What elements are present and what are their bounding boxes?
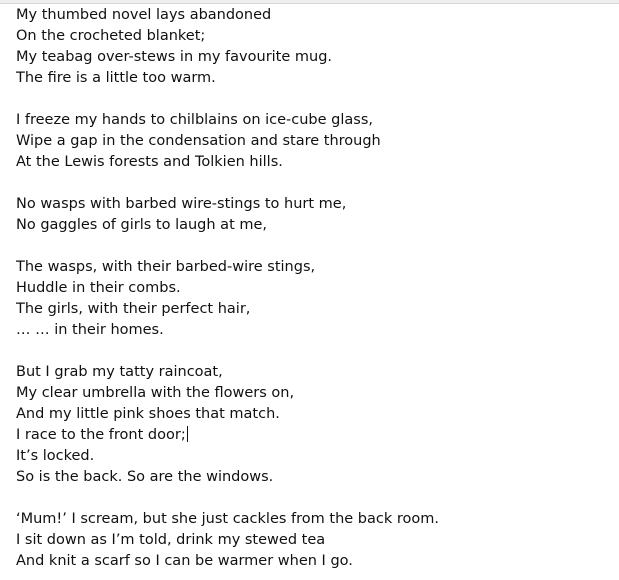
poem-line-text: I race to the front door;: [16, 427, 186, 443]
poem-line: The wasps, with their barbed-wire stings,: [16, 259, 316, 275]
poem-line: Huddle in their combs.: [16, 280, 181, 296]
poem-line: At the Lewis forests and Tolkien hills.: [16, 154, 283, 170]
poem-line: ‘Mum!’ I scream, but she just cackles from the back room.: [16, 511, 439, 527]
poem-line: The fire is a little too warm.: [16, 70, 216, 86]
poem-line: My clear umbrella with the flowers on,: [16, 385, 295, 401]
poem-line: So is the back. So are the windows.: [16, 469, 274, 485]
poem-line: No gaggles of girls to laugh at me,: [16, 217, 268, 233]
poem-line-with-cursor: [16, 425, 612, 446]
stanza-4: [16, 257, 612, 341]
poem-line: I sit down as I’m told, drink my stewed tea: [16, 532, 326, 548]
stanza-2: [16, 110, 612, 173]
poem-line: And my little pink shoes that match.: [16, 406, 280, 422]
stanza-6: [16, 509, 612, 572]
poem-line: My thumbed novel lays abandoned: [16, 7, 272, 23]
poem-line: Wipe a gap in the condensation and stare through: [16, 133, 381, 149]
poem-line: On the crocheted blanket;: [16, 28, 206, 44]
poem-line: … … in their homes.: [16, 322, 164, 338]
poem-line: No wasps with barbed wire-stings to hurt me,: [16, 196, 347, 212]
poem-line: But I grab my tatty raincoat,: [16, 364, 223, 380]
document-body[interactable]: [16, 5, 612, 572]
poem-line: My teabag over-stews in my favourite mug.: [16, 49, 333, 65]
poem-line: I freeze my hands to chilblains on ice-cube glass,: [16, 112, 374, 128]
poem-line: And knit a scarf so I can be warmer when I go.: [16, 553, 353, 569]
text-cursor: [187, 426, 188, 442]
stanza-5: [16, 362, 612, 488]
window-top-edge: [0, 0, 619, 4]
poem-line: The girls, with their perfect hair,: [16, 301, 251, 317]
stanza-3: [16, 194, 612, 236]
stanza-1: [16, 5, 612, 89]
poem-line: It’s locked.: [16, 448, 95, 464]
